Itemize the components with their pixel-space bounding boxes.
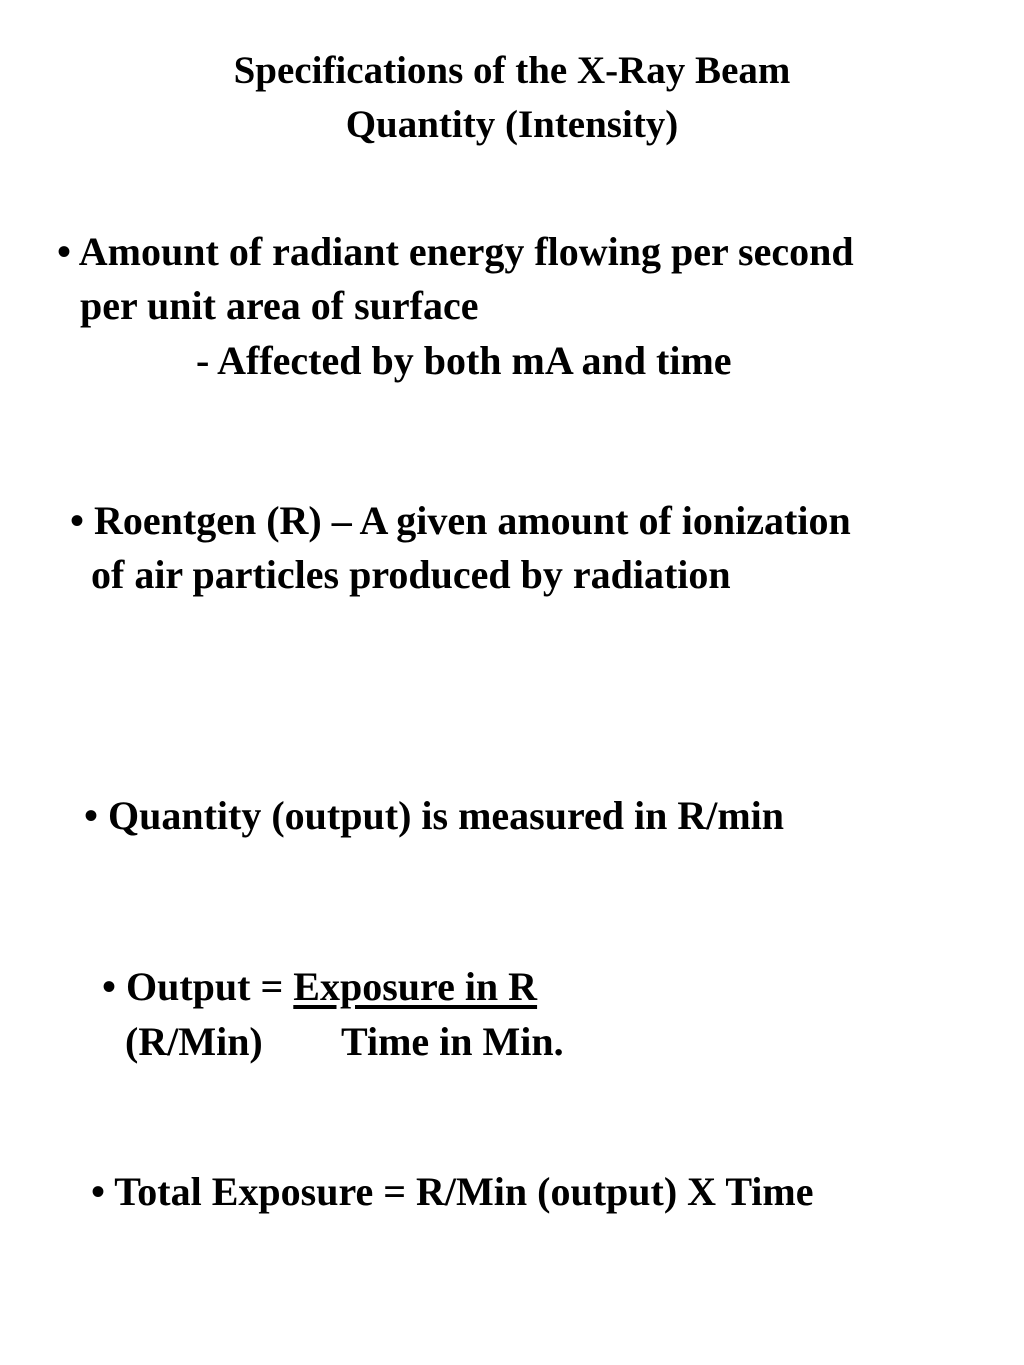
- page-title: [0, 44, 1024, 152]
- bullet-1-line-2: per unit area of surface: [80, 283, 479, 328]
- bullet-5-line-1: • Total Exposure = R/Min (output) X Time: [91, 1169, 814, 1214]
- output-formula-prefix: • Output =: [102, 964, 294, 1009]
- output-formula-top: [102, 963, 537, 1011]
- bullet-1-line-1: • Amount of radiant energy flowing per second: [57, 229, 854, 274]
- output-formula-unit: (R/Min): [125, 1019, 263, 1064]
- output-formula-numerator: Exposure in R: [293, 964, 538, 1009]
- bullet-1-subpoint: - Affected by both mA and time: [196, 338, 732, 383]
- title-line-1: Specifications of the X-Ray Beam: [233, 49, 791, 92]
- title-line-2: Quantity (Intensity): [345, 103, 679, 146]
- bullet-2-line-1: • Roentgen (R) – A given amount of ionization: [70, 498, 851, 543]
- bullet-2-line-2: of air particles produced by radiation: [91, 552, 731, 597]
- output-formula-denominator: Time in Min.: [341, 1019, 564, 1064]
- bullet-3-line-1: • Quantity (output) is measured in R/min: [84, 793, 785, 838]
